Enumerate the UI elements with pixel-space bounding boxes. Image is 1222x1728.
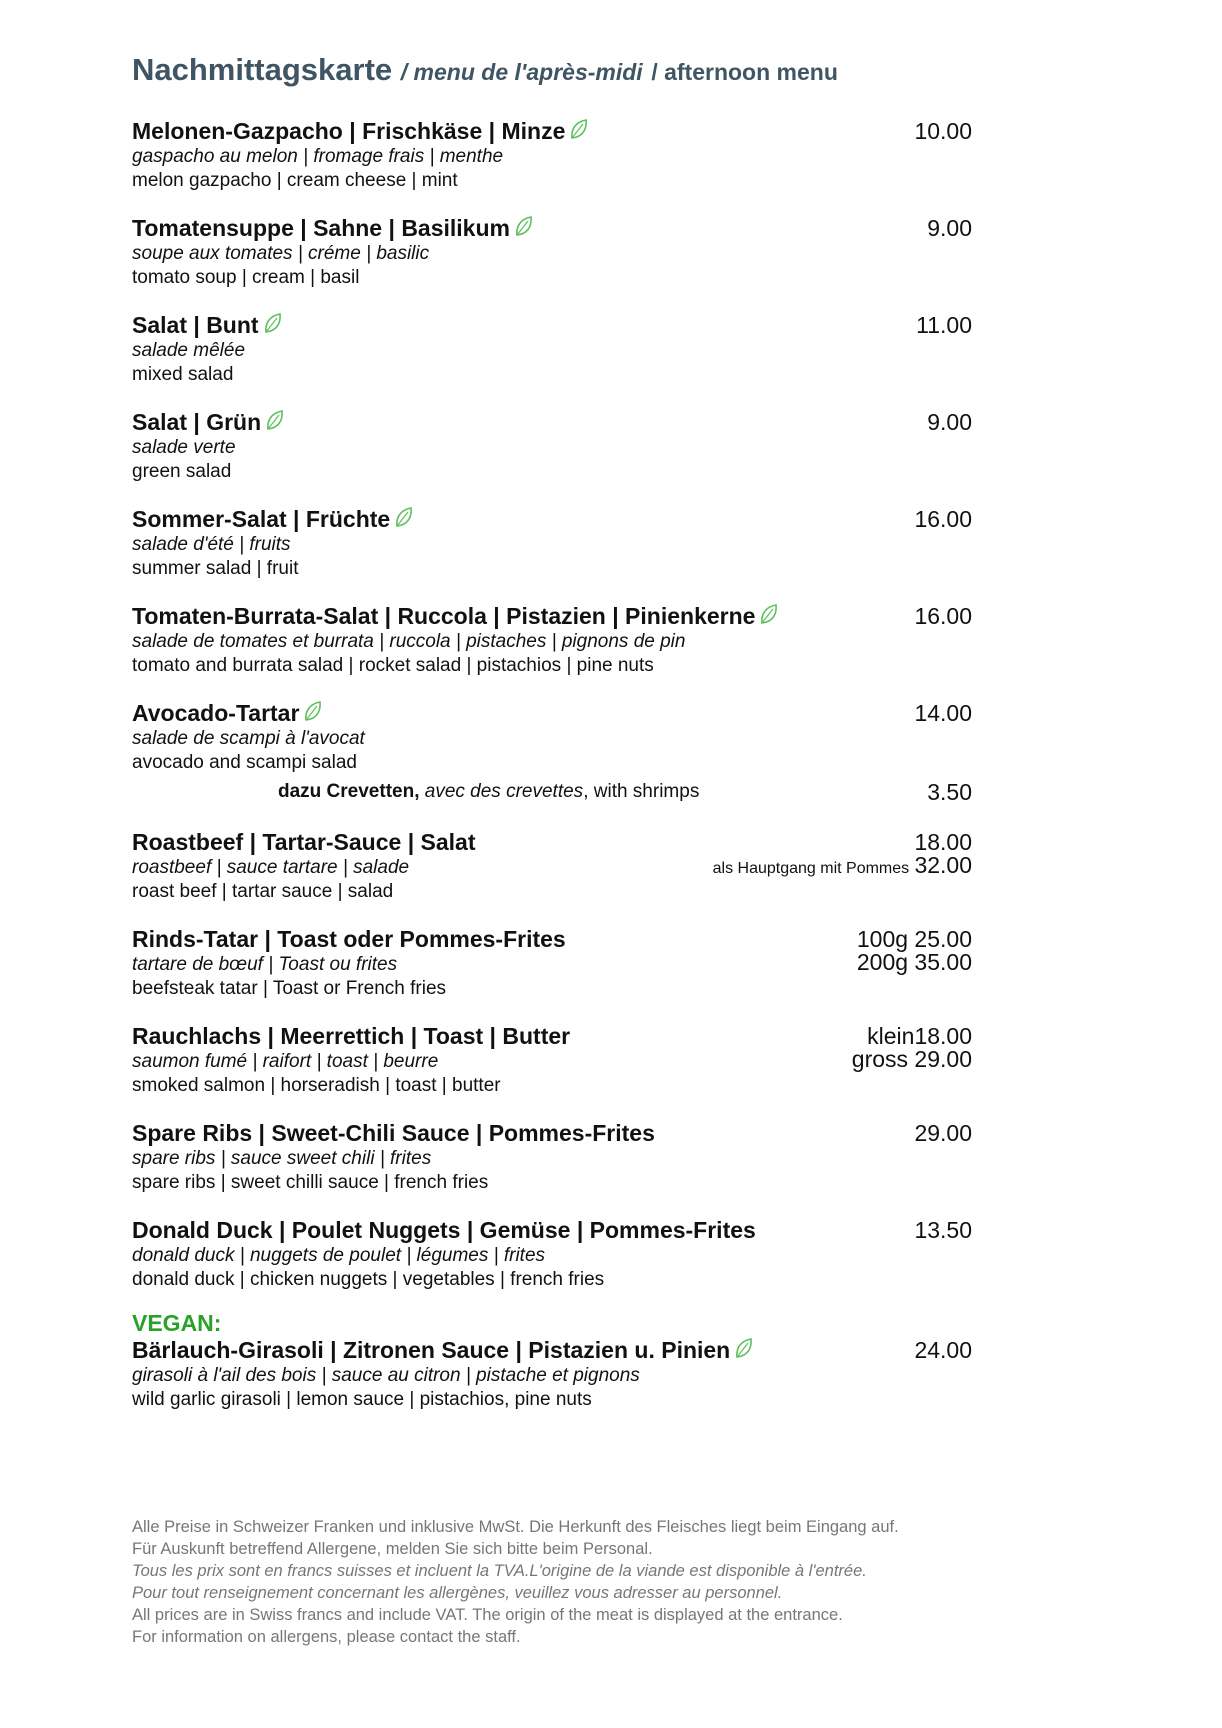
extra-option [132,777,972,807]
dish-description-fr: salade de scampi à l'avocat [132,728,365,749]
vegan-section [132,1310,972,1412]
dish-price: 9.00 [927,409,972,435]
dish-price: 16.00 [914,603,972,629]
dish-name: Rauchlachs | Meerrettich | Toast | Butter [132,1023,571,1049]
leaf-icon [759,603,779,625]
leaf-icon [569,118,589,140]
dish-price: 11.00 [916,312,972,338]
menu-item [132,409,972,484]
menu-item [132,829,972,904]
secondary-price [857,950,972,977]
menu-item [132,118,972,193]
dish-description-fr: tartare de bœuf | Toast ou frites 200g 35.00 [132,949,972,975]
secondary-price-value: 200g 35.00 [856,949,972,975]
secondary-price-value: 32.00 [914,852,972,878]
dish-description-en: summer salad | fruit [132,558,299,579]
dish-description-en: beefsteak tatar | Toast or French fries [132,978,447,999]
dish-description-fr: salade d'été | fruits [132,534,291,555]
secondary-price [852,1047,972,1074]
dish-name: Avocado-Tartar [132,700,323,727]
dish-price: 100g 25.00 [856,926,972,952]
title-de: Nachmittagskarte [132,52,393,87]
footer-de-1: Alle Preise in Schweizer Franken und inklusive MwSt. Die Herkunft des Fleisches liegt beim Eingang auf. [132,1518,899,1536]
menu-item [132,215,972,290]
menu-item [132,312,972,387]
dish-description-en: spare ribs | sweet chilli sauce | french fries [132,1172,489,1193]
leaf-icon [514,215,534,237]
menu-item [132,603,972,678]
dish-description-fr: spare ribs | sauce sweet chili | frites [132,1148,432,1169]
dish-price: 18.00 [914,829,972,855]
dish-description-fr: salade verte [132,437,236,458]
menu-item [132,1217,972,1292]
dish-description-en: donald duck | chicken nuggets | vegetables | french fries [132,1269,605,1290]
dish-price: 16.00 [914,506,972,532]
dish-description-en: roast beef | tartar sauce | salad [132,881,394,902]
dish-name: Tomatensuppe | Sahne | Basilikum [132,215,534,242]
dish-price: 14.00 [914,700,972,726]
menu-item [132,926,972,1001]
menu-item [132,1120,972,1195]
menu-item [132,506,972,581]
leaf-icon [303,700,323,722]
secondary-price [713,853,972,881]
vegan-dish-fr: girasoli à l'ail des bois | sauce au citron | pistache et pignons [132,1365,640,1386]
dish-name: Roastbeef | Tartar-Sauce | Salat [132,829,476,855]
menu-item [132,1023,972,1098]
vegan-dish-name: Bärlauch-Girasoli | Zitronen Sauce | Pistazien u. Pinien [132,1337,754,1364]
menu-items [132,118,992,1292]
extra-price: 3.50 [927,779,972,805]
dish-description-en: melon gazpacho | cream cheese | mint [132,170,458,191]
dish-description-en: avocado and scampi salad [132,752,357,773]
dish-price: 29.00 [914,1120,972,1146]
dish-price: klein18.00 [867,1023,972,1049]
dish-description-en: mixed salad [132,364,234,385]
dish-description-fr: roastbeef | sauce tartare | salade als Hauptgang mit Pommes 32.00 [132,856,972,880]
dish-price: 10.00 [914,118,972,144]
dish-name: Sommer-Salat | Früchte [132,506,414,533]
dish-description-en: smoked salmon | horseradish | toast | butter [132,1075,501,1096]
dish-description-en: tomato soup | cream | basil [132,267,360,288]
vegan-dish-price: 24.00 [914,1337,972,1363]
secondary-price-note: als Hauptgang mit Pommes [712,860,910,877]
dish-description-fr: soupe aux tomates | créme | basilic [132,243,430,264]
extra-fr: avec des crevettes [424,781,584,802]
dish-name: Salat | Bunt [132,312,283,339]
dish-name: Tomaten-Burrata-Salat | Ruccola | Pistazien | Pinienkerne [132,603,779,630]
dish-description-fr: saumon fumé | raifort | toast | beurre gross 29.00 [132,1046,972,1072]
dish-name: Donald Duck | Poulet Nuggets | Gemüse | Pommes-Frites [132,1217,756,1243]
dish-description-fr: salade mêlée [132,340,246,361]
menu-page [132,52,992,1434]
dish-price: 9.00 [927,215,972,241]
vegan-dish-en: wild garlic girasoli | lemon sauce | pistachios, pine nuts [132,1389,592,1410]
footer-de-2: Für Auskunft betreffend Allergene, melden Sie sich bitte beim Personal. [132,1540,653,1558]
footer-fr-1: Tous les prix sont en francs suisses et incluent la TVA.L'origine de la viande est disponible à l'entrée. [132,1562,867,1580]
leaf-icon [394,506,414,528]
leaf-icon [734,1337,754,1359]
title-fr: / menu de l'après-midi [400,59,643,85]
dish-description-fr: salade de tomates et burrata | ruccola | pistaches | pignons de pin [132,631,686,652]
secondary-price-value: gross 29.00 [851,1046,972,1072]
dish-description-en: green salad [132,461,232,482]
menu-item [132,700,972,807]
vegan-label: VEGAN: [132,1310,222,1336]
dish-price: 13.50 [914,1217,972,1243]
dish-description-fr: donald duck | nuggets de poulet | légumes | frites [132,1245,546,1266]
footer-en-2: For information on allergens, please contact the staff. [132,1628,521,1646]
footer-fr-2: Pour tout renseignement concernant les allergènes, veuillez vous adresser au personnel. [132,1584,783,1602]
dish-name: Rinds-Tatar | Toast oder Pommes-Frites [132,926,566,952]
title-en: / afternoon menu [651,59,838,85]
dish-name: Melonen-Gazpacho | Frischkäse | Minze [132,118,589,145]
dish-description-en: tomato and burrata salad | rocket salad | pistachios | pine nuts [132,655,654,676]
dish-name: Spare Ribs | Sweet-Chili Sauce | Pommes-Frites [132,1120,655,1146]
footer-notes [132,1516,1032,1648]
page-title [132,52,992,88]
extra-en: , with shrimps [583,781,700,802]
dish-description-fr: gaspacho au melon | fromage frais | menthe [132,146,504,167]
footer-en-1: All prices are in Swiss francs and include VAT. The origin of the meat is displayed at the entrance. [132,1606,843,1624]
leaf-icon [265,409,285,431]
extra-de: dazu Crevetten, [278,781,420,802]
leaf-icon [263,312,283,334]
dish-name: Salat | Grün [132,409,285,436]
